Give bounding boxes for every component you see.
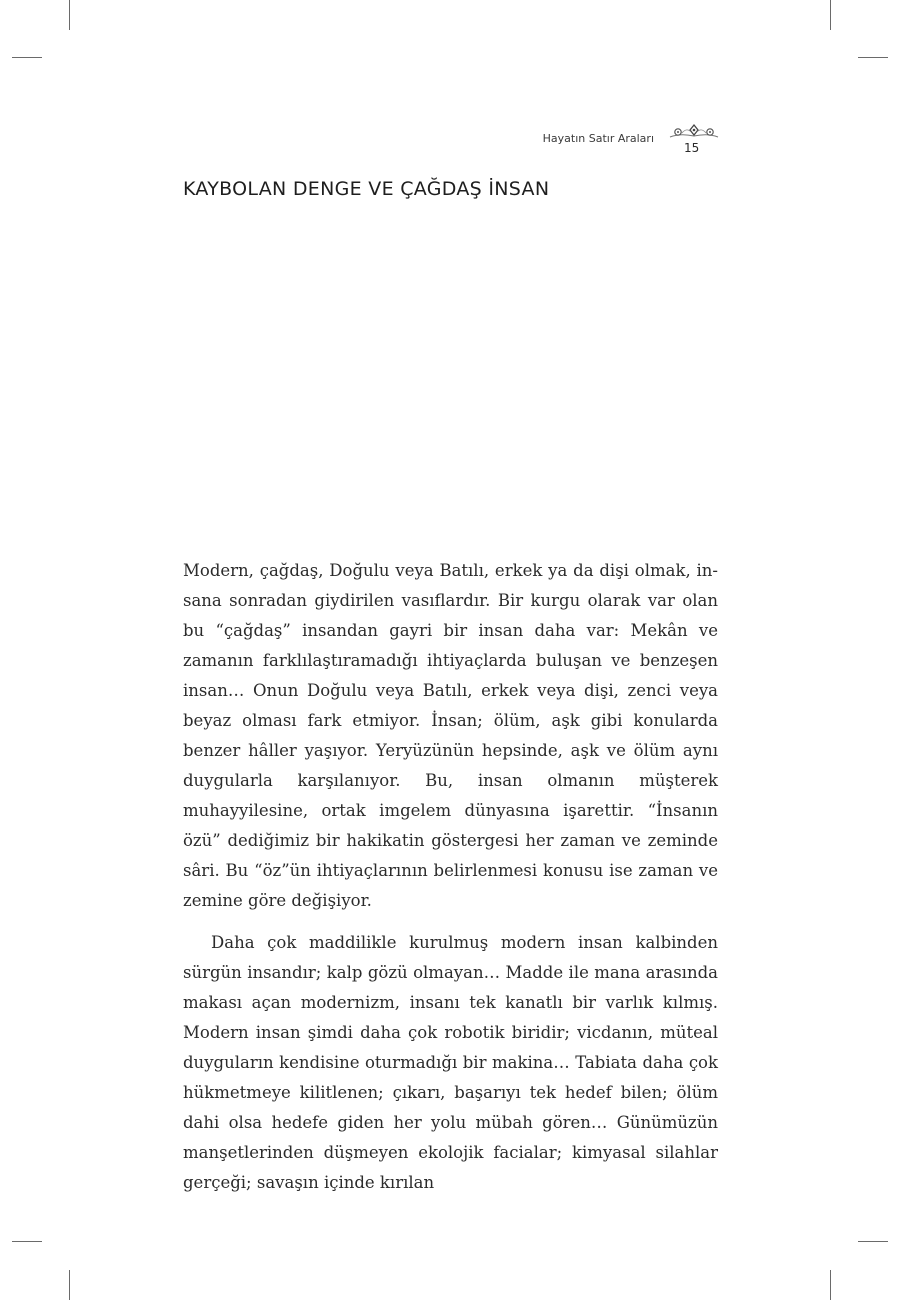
crop-mark-right-lower — [858, 1241, 888, 1242]
paragraph: Modern, çağdaş, Doğulu veya Batılı, erkek ya da dişi olmak, insana sonradan giydirilen vasıflardır. Bir kurgu olarak var olan bu “çağdaş” insandan gayri bir insan daha var: Mekân ve zamanın farklılaştıramadığı ihtiyaçlarda buluşan ve benzeşen insan… Onun Doğulu veya Batılı, erkek veya dişi, zenci veya beyaz olması fark etmiyor. İnsan; ölüm, aşk gibi konularda benzer hâller yaşıyor. Yeryüzünün hepsinde, aşk ve ölüm aynı duygularla karşılanıyor. Bu, insan olmanın müşterek muhayyilesine, ortak imgelem dünyasına işarettir. “İnsanın özü” dediğimiz bir hakikatin göstergesi her zaman ve zeminde sâri. Bu “öz”ün ihtiyaçlarının belirlenmesi konusu ise zaman ve zemine göre değişiyor. — [183, 561, 718, 910]
crop-mark-top-left — [69, 0, 70, 30]
body-text — [183, 556, 718, 1198]
paragraph: Daha çok maddilikle kurulmuş modern insan kalbinden sürgün insandır; kalp gözü olmayan… Madde ile mana arasında makası açan modernizm, insanı tek kanatlı bir varlık kılmış. Modern insan şimdi daha çok robotik biridir; vicdanın, müteal duyguların kendisine oturmadığı bir makina… Tabiata daha çok hükmetmeye kilitlenen; çıkarı, başarıyı tek hedef bilen; ölüm dahi olsa hedefe giden her yolu mübah gören… Günümüzün manşetlerinden düşmeyen ekolojik facialar; kimyasal silahlar gerçeği; savaşın içinde kırılan — [183, 933, 718, 1192]
floral-ornament-icon — [668, 122, 720, 142]
crop-mark-left-lower — [12, 1241, 42, 1242]
chapter-title: KAYBOLAN DENGE VE ÇAĞDAŞ İNSAN — [183, 178, 550, 200]
running-header — [540, 131, 720, 161]
running-header-title: Hayatın Satır Araları — [542, 132, 654, 145]
crop-mark-bottom-right — [830, 1270, 831, 1300]
crop-mark-left-upper — [12, 57, 42, 58]
crop-mark-right-upper — [858, 57, 888, 58]
crop-mark-top-right — [830, 0, 831, 30]
crop-mark-bottom-left — [69, 1270, 70, 1300]
page-number: 15 — [684, 141, 700, 155]
